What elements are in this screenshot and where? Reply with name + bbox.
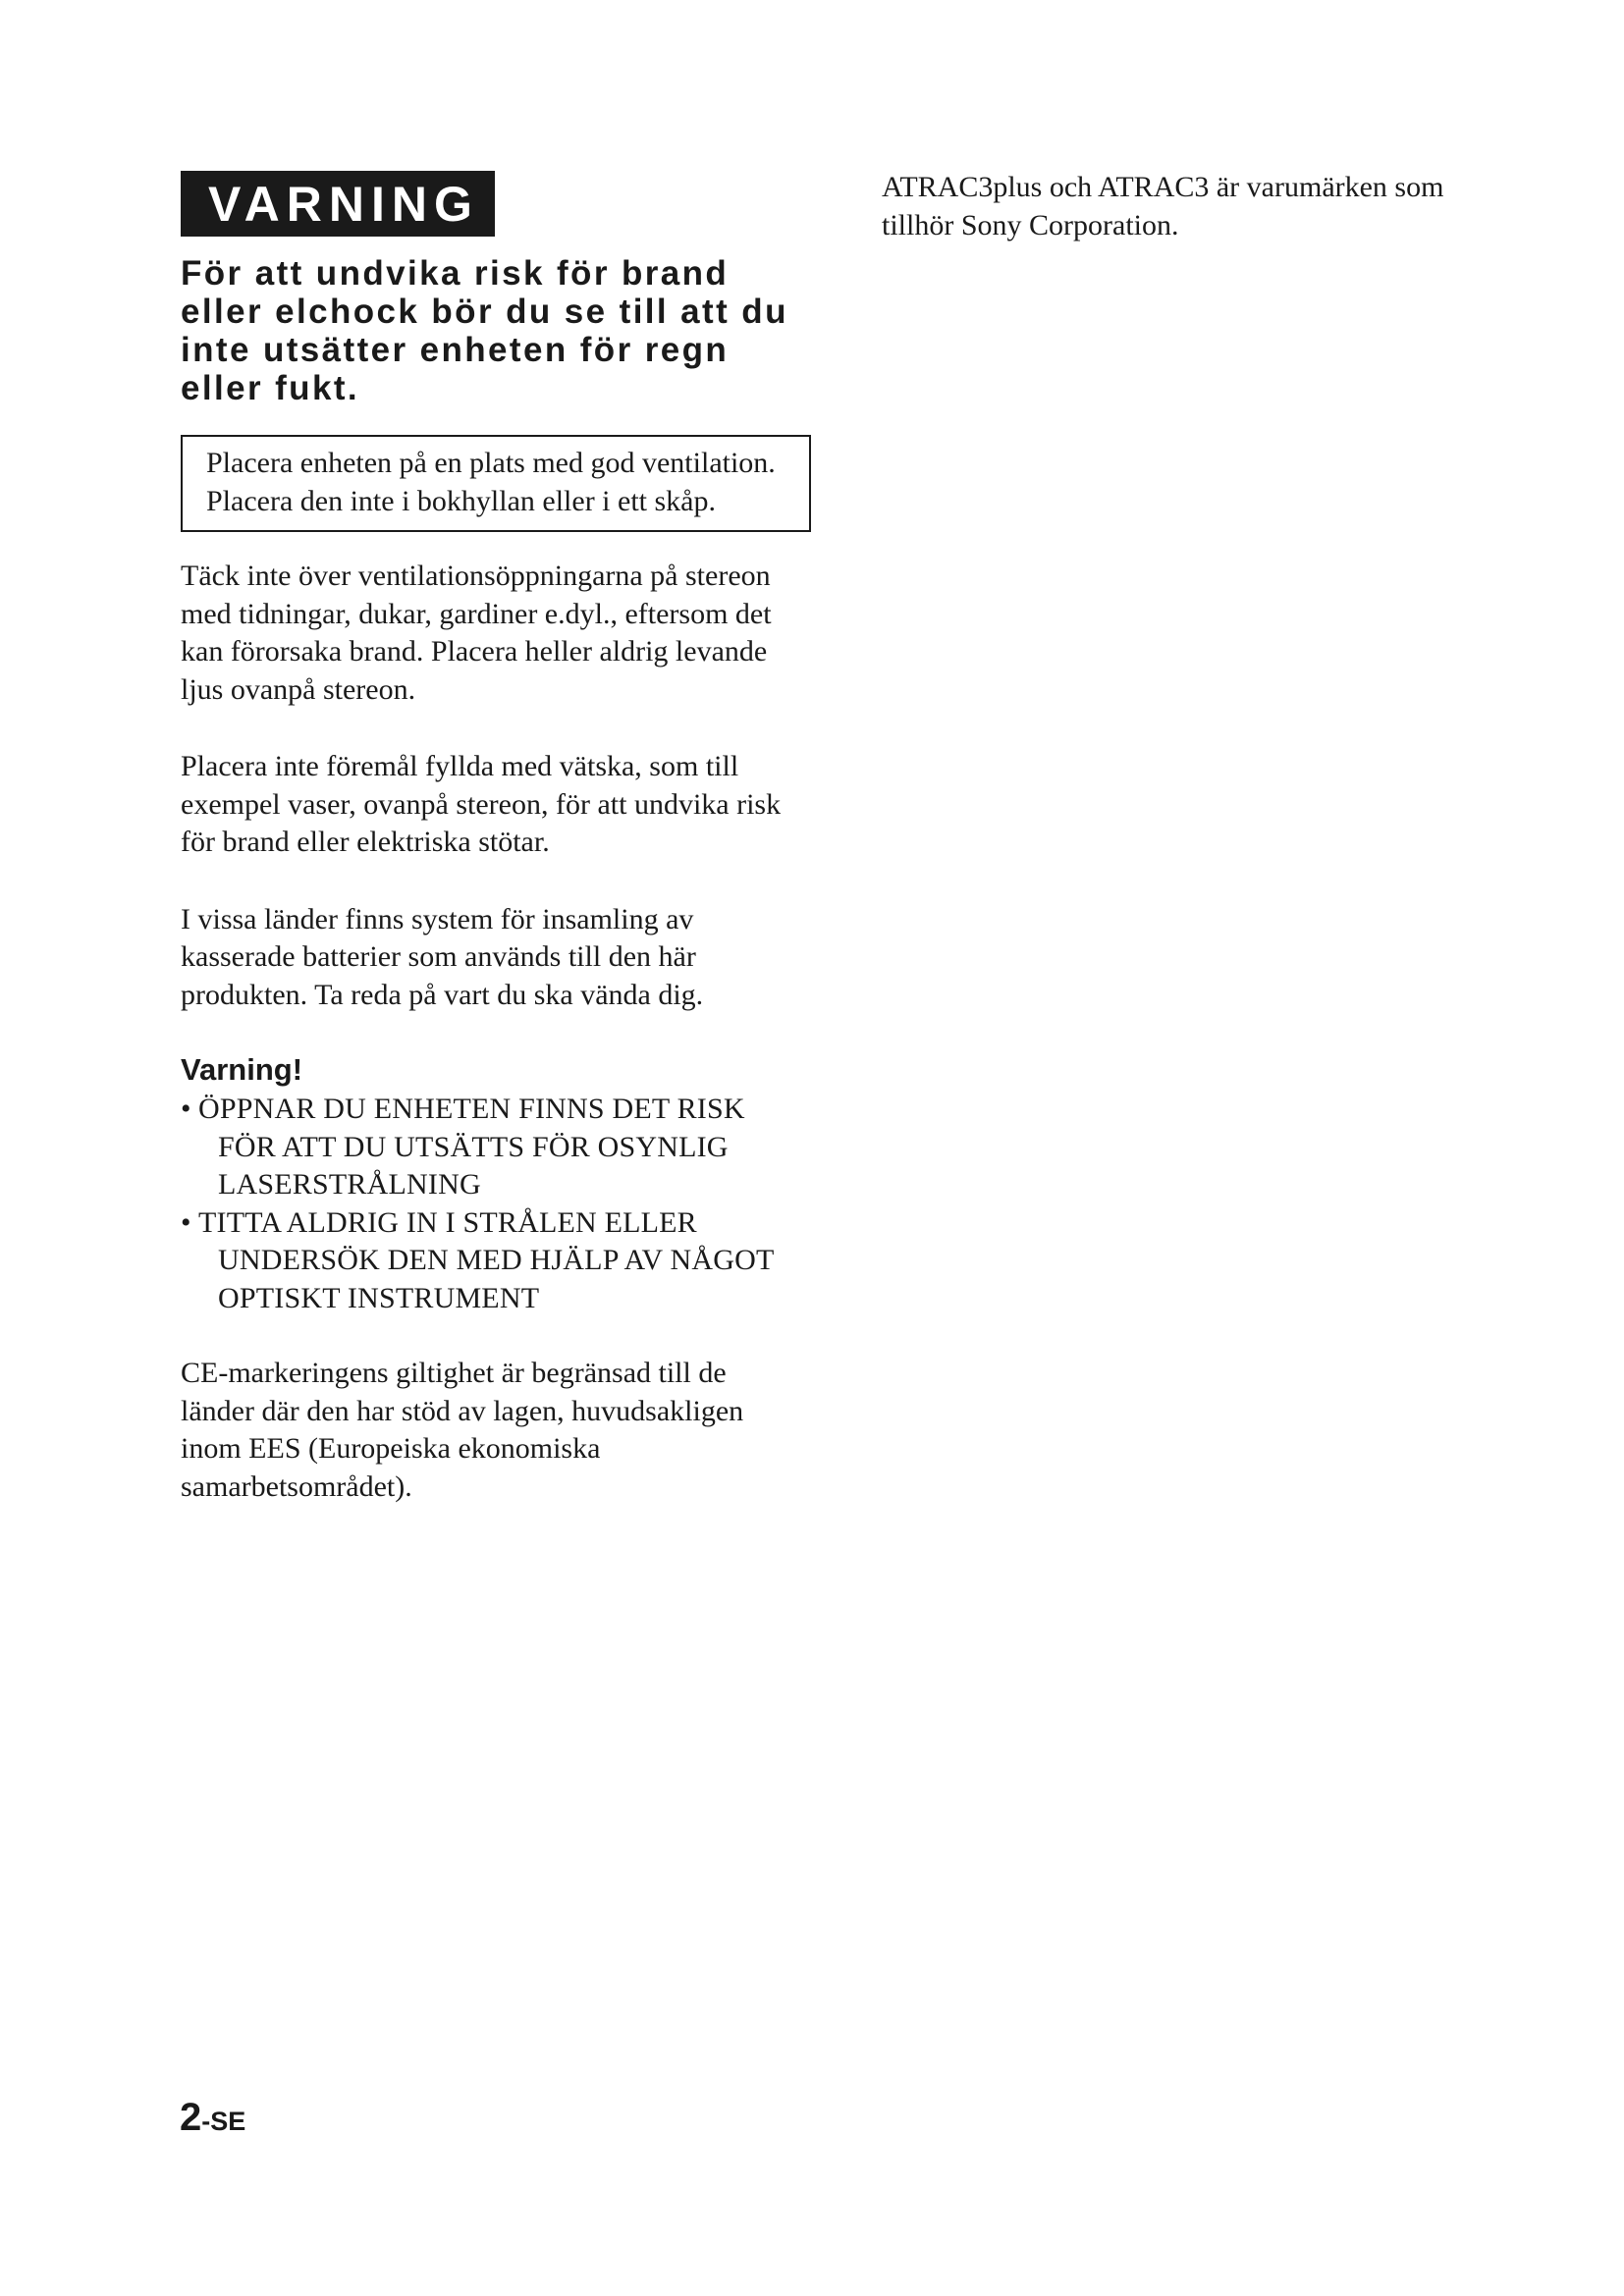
page-number-value: 2	[180, 2096, 202, 2139]
caution-list	[181, 1091, 799, 1317]
paragraph-battery-collection: I vissa länder finns system för insamling av kasserade batterier som används till den här produkten. Ta reda på vart du ska vända dig.	[181, 902, 704, 1011]
page-number-suffix: -SE	[201, 2107, 246, 2136]
paragraph-liquid-objects: Placera inte föremål fyllda med vätska, som till exempel vaser, ovanpå stereon, för att undvika risk för brand eller elektriska stötar.	[181, 750, 782, 858]
ventilation-notice-box	[181, 435, 811, 532]
paragraph-ce-marking: CE-markeringens giltighet är begränsad till de länder där den har stöd av lagen, huvudsakligen inom EES (Europeiska ekonomiska samarbetsområdet).	[181, 1357, 744, 1503]
caution-item	[181, 1091, 799, 1204]
caution-heading: Varning!	[181, 1052, 303, 1087]
left-column	[181, 171, 799, 1506]
caution-item-text: TITTA ALDRIG IN I STRÅLEN ELLER UNDERSÖK DEN MED HJÄLP AV NÅGOT OPTISKT INSTRUMENT	[198, 1205, 774, 1314]
paragraph-ventilation-openings: Täck inte över ventilationsöppningarna på stereon med tidningar, dukar, gardiner e.dyl., eftersom det kan förorsaka brand. Placera heller aldrig levande ljus ovanpå stereon.	[181, 560, 772, 706]
warning-subtitle: För att undvika risk för brand eller elchock bör du se till att du inte utsätter enheten för regn eller fukt.	[181, 254, 788, 407]
page-number	[180, 2098, 245, 2137]
caution-item	[181, 1204, 799, 1318]
bullet-icon: •	[181, 1093, 191, 1125]
warning-title: VARNING	[181, 171, 495, 237]
trademark-note: ATRAC3plus och ATRAC3 är varumärken som tillhör Sony Corporation.	[882, 171, 1444, 241]
bullet-icon: •	[181, 1205, 191, 1239]
right-column	[882, 169, 1490, 244]
caution-item-text: ÖPPNAR DU ENHETEN FINNS DET RISK FÖR ATT DU UTSÄTTS FÖR OSYNLIG LASERSTRÅLNING	[198, 1093, 745, 1201]
ventilation-notice-text: Placera enheten på en plats med god ventilation. Placera den inte i bokhyllan eller i ett skåp.	[206, 447, 776, 517]
